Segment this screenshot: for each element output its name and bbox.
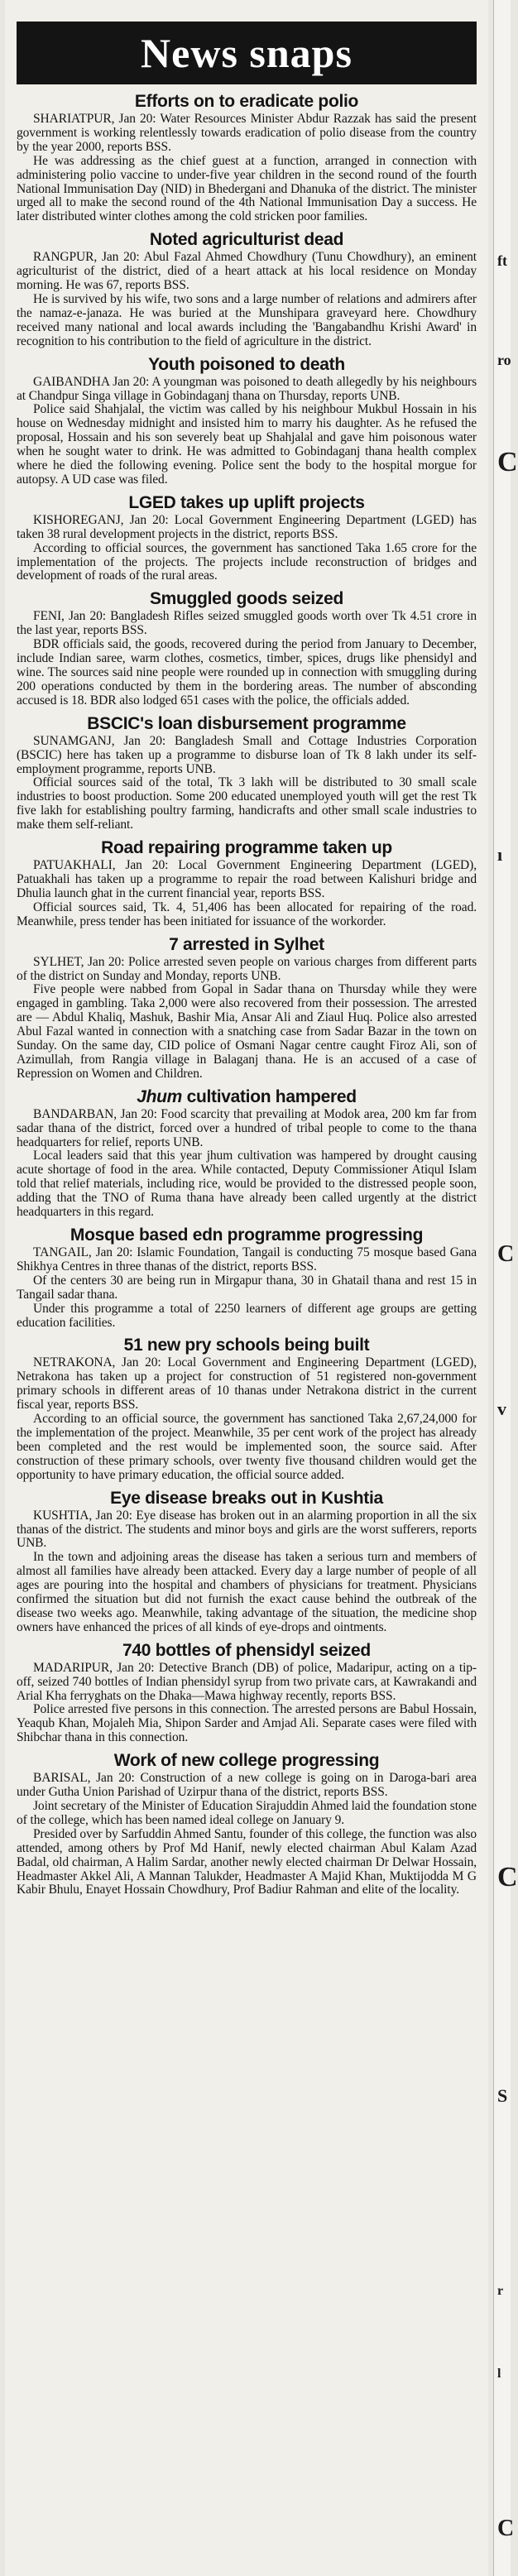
story-paragraph: Local leaders said that this year jhum cultivation was hampered by drought causing acute shortage of food in the area. While contacted, Deputy Commissioner Atiqul Islam told that relief materials, including rice, would be provided to the distressed people soon, adding that the TNO of Ruma thana have already been called urgently at the district headquarters in this regard.: [17, 1149, 477, 1220]
story-dateline-paragraph: SUNAMGANJ, Jan 20: Bangladesh Small and Cottage Industries Corporation (BSCIC) here has taken up a programme to disburse loan of Tk 8 lakh under its self-employment programme, reports UNB.: [17, 733, 477, 776]
headline-text: LGED takes up uplift projects: [128, 492, 365, 512]
news-story: [17, 934, 477, 1082]
story-paragraph: Official sources said of the total, Tk 3 lakh will be distributed to 30 small scale industries to boost production. Some 200 educated unemployed youth will get the rest Tk five lakh for establishing poultry farming, handicrafts and other small scale industries to make them self-reliant.: [17, 775, 477, 832]
story-headline: [17, 1488, 477, 1509]
story-headline: [17, 1640, 477, 1661]
edge-fragment: l: [497, 2367, 501, 2381]
edge-fragment: ı: [497, 844, 503, 865]
edge-fragment: C: [497, 447, 518, 477]
story-dateline-paragraph: RANGPUR, Jan 20: Abul Fazal Ahmed Chowdhury (Tunu Chowdhury), an eminent agriculturist of the district, died of a heart attack at his local residence on Monday morning. He was 67, reports BSS.: [17, 250, 477, 293]
story-dateline-paragraph: TANGAIL, Jan 20: Islamic Foundation, Tangail is conducting 75 mosque based Gana Shikhya Centres in three thanas of the district, reports BSS.: [17, 1245, 477, 1274]
story-dateline-paragraph: FENI, Jan 20: Bangladesh Rifles seized smuggled goods worth over Tk 4.51 crore in the last year, reports BSS.: [17, 609, 477, 638]
edge-fragment: C: [497, 1241, 515, 1267]
story-paragraph: BDR officials said, the goods, recovered during the period from January to December, include Indian saree, warm clothes, cosmetics, timber, spices, drugs like phensidyl and wine. The sources said nine people were rounded up in connection with smuggling during 200 operations conducted by them in the bordering areas. The number of absconding accused is 18. BDR also lodged 651 cases with the police, the officials added.: [17, 637, 477, 708]
news-story: [17, 229, 477, 348]
story-headline: [17, 1335, 477, 1355]
headline-italic-term: Jhum: [137, 1087, 183, 1106]
story-dateline-paragraph: BANDARBAN, Jan 20: Food scarcity that prevailing at Modok area, 200 km far from sadar thana of the district, forced over a hundred of tribal people to come to the thana headquarters for relief, reports UNB.: [17, 1106, 477, 1149]
story-paragraph: Five people were nabbed from Gopal in Sadar thana on Thursday while they were engaged in gambling. Taka 2,000 were also recovered from their possession. The arrested are — Abdul Khaliq, Mashuk, Bashir Mia, Ansar Ali and Ziaul Huq. Police also arrested Abul Fazal wanted in connection with a snatching case from Sadar Bazar in the town on Sunday. On the same day, CID police of Osmani Nagar centre caught Firoz Ali, son of Azimullah, from Rangia village in Balaganj thana. He is an accused of a case of Repression on Women and Children.: [17, 982, 477, 1081]
story-paragraph: Official sources said, Tk. 4, 51,406 has been allocated for repairing of the road. Meanwhile, press tender has been initiated for issuance of the workorder.: [17, 899, 477, 928]
story-paragraph: Police arrested five persons in this connection. The arrested persons are Babul Hossain, Yeaqub Khan, Mojaleh Mia, Shipon Sarder and Amjad Ali. Separate cases were filed with Shibchar thana in this connection.: [17, 1702, 477, 1745]
story-headline: [17, 492, 477, 513]
headline-text: Work of new college progressing: [113, 1751, 380, 1771]
headline-text: Youth poisoned to death: [148, 354, 345, 374]
story-dateline-paragraph: NETRAKONA, Jan 20: Local Government and Engineering Department (LGED), Netrakona has taken up a project for construction of 51 registered non-government primary schools in different areas of 10 thanas under Netrakona district in the current fiscal year, reports BSS.: [17, 1355, 477, 1413]
news-story: [17, 91, 477, 224]
story-headline: [17, 1087, 477, 1107]
story-headline: [17, 1225, 477, 1245]
headline-text: 740 bottles of phensidyl seized: [122, 1640, 371, 1660]
story-headline: [17, 229, 477, 250]
story-headline: [17, 588, 477, 609]
edge-fragment: C: [497, 2516, 515, 2541]
edge-fragment: S: [497, 2085, 508, 2106]
edge-fragment: v: [497, 1398, 506, 1419]
news-story: [17, 713, 477, 832]
headline-text: 7 arrested in Sylhet: [169, 934, 324, 954]
headline-text: Smuggled goods seized: [149, 589, 344, 609]
headline-text: Road repairing programme taken up: [101, 838, 392, 858]
story-paragraph: Police said Shahjalal, the victim was called by his neighbour Mukbul Hossain in his house on Wednesday midnight and insisted him to marry his daughter. As he refused the proposal, Hossain and his son severely beat up Shahjalal and gave him poisonous water when he sought water to drink. He was admitted to Gobindaganj thana health complex where he died the following evening. Police sent the body to the hospital morgue for autopsy. A UD case was filed.: [17, 402, 477, 487]
story-headline: [17, 1750, 477, 1771]
story-dateline-paragraph: KISHOREGANJ, Jan 20: Local Government Engineering Department (LGED) has taken 38 rural development projects in the district, reports BSS.: [17, 512, 477, 541]
story-paragraph: In the town and adjoining areas the disease has taken a serious turn and members of almost all families have already been attacked. Every day a large number of people of all ages are pouring into the hospital and chambers of physicians for treatment. Physicians confirmed the situation but did not furnish the exact cause behind the outbreak of the disease two weeks ago. Meanwhile, taking advantage of the situation, the medicine shop owners have enhanced the prices of all kinds of eye-drops and ointments.: [17, 1550, 477, 1634]
news-story: [17, 1640, 477, 1745]
headline-text: Noted agriculturist dead: [149, 230, 344, 250]
story-headline: [17, 354, 477, 375]
story-dateline-paragraph: GAIBANDHA Jan 20: A youngman was poisoned to death allegedly by his neighbours at Chandpur Singa village in Gobindaganj thana on Thursday, reports UNB.: [17, 374, 477, 403]
banner-title: News snaps: [17, 22, 477, 84]
news-column: [5, 0, 488, 2576]
story-paragraph: Presided over by Sarfuddin Ahmed Santu, founder of this college, the function was also attended, among others by Prof Md Hanif, newly elected chairman Abul Kalam Azad Badal, old chairman, A Halim Sardar, another newly elected chairman Dr Delwar Hossain, Headmaster Akkel Ali, A Mannan Talukder, Headmaster A Majid Khan, Muktijodda M G Kabir Bhulu, Enayet Hossain Chowdhury, Prof Badiur Rahman and elite of the locality.: [17, 1826, 477, 1897]
story-dateline-paragraph: SHARIATPUR, Jan 20: Water Resources Minister Abdur Razzak has said the present government is working relentlessly towards eradication of polio disease from the country by the year 2000, reports BSS.: [17, 112, 477, 154]
story-headline: [17, 713, 477, 734]
edge-fragment: ft: [497, 252, 507, 269]
story-paragraph: According to an official source, the government has sanctioned Taka 2,67,24,000 for the implementation of the project. Meanwhile, 35 per cent work of the project has already been completed and the rest would be implemented soon, the source said. After construction of these primary schools, over twenty five thousand children would get the opportunity to have primary education, the official source added.: [17, 1412, 477, 1482]
news-story: [17, 1335, 477, 1482]
story-headline: [17, 91, 477, 112]
story-headline: [17, 934, 477, 955]
edge-fragment: ro: [497, 352, 511, 368]
news-story: [17, 1225, 477, 1330]
news-story: [17, 1750, 477, 1897]
news-story: [17, 1087, 477, 1220]
news-story: [17, 492, 477, 584]
adjacent-column-edge: [493, 0, 518, 2576]
headline-text: Efforts on to eradicate polio: [134, 92, 359, 111]
story-headline: [17, 837, 477, 858]
story-dateline-paragraph: BARISAL, Jan 20: Construction of a new college is going on in Daroga-bari area under Gutha Union Parishad of Uzirpur thana of the district, reports BSS.: [17, 1771, 477, 1800]
headline-text: Mosque based edn programme progressing: [70, 1226, 424, 1245]
story-dateline-paragraph: MADARIPUR, Jan 20: Detective Branch (DB) of police, Madaripur, acting on a tip-off, seized 740 bottles of Indian phensidyl syrup from two private cars, at Kawrakandi and Arial Kha ferryghats on the Dhaka—Mawa highway recently, reports BSS.: [17, 1660, 477, 1703]
story-dateline-paragraph: SYLHET, Jan 20: Police arrested seven people on various charges from different parts of the district on Sunday and Monday, reports UNB.: [17, 954, 477, 983]
story-paragraph: Under this programme a total of 2250 learners of different age groups are getting education facilities.: [17, 1301, 477, 1330]
headline-text: Eye disease breaks out in Kushtia: [110, 1488, 383, 1508]
headline-text: BSCIC's loan disbursement programme: [87, 713, 406, 733]
edge-fragment: C: [497, 1862, 518, 1892]
stories-container: [17, 91, 477, 1897]
news-story: [17, 837, 477, 929]
news-story: [17, 1488, 477, 1635]
story-paragraph: Joint secretary of the Minister of Education Sirajuddin Ahmed laid the foundation stone of the college, which has been named ideal college on January 9.: [17, 1799, 477, 1827]
headline-text: 51 new pry schools being built: [123, 1336, 370, 1355]
story-dateline-paragraph: PATUAKHALI, Jan 20: Local Government Engineering Department (LGED), Patuakhali has taken up a programme to repair the road between Kalishuri bridge and Dhulia launch ghat in the current financial year, reports BSS.: [17, 858, 477, 900]
story-dateline-paragraph: KUSHTIA, Jan 20: Eye disease has broken out in an alarming proportion in all the six thanas of the district. The students and minor boys and girls are the worst sufferers, reports UNB.: [17, 1508, 477, 1551]
edge-fragment: r: [497, 2284, 504, 2298]
news-story: [17, 588, 477, 708]
headline-text: cultivation hampered: [182, 1087, 357, 1106]
story-paragraph: He is survived by his wife, two sons and a large number of relations and admirers after the namaz-e-janaza. He was buried at the Munshipara graveyard here. Chowdhury received many national and local awards including the 'Bangabandhu Krishi Award' in recognition to his contribution to the field of agriculture in the district.: [17, 291, 477, 348]
news-story: [17, 354, 477, 487]
story-paragraph: Of the centers 30 are being run in Mirgapur thana, 30 in Ghatail thana and rest 15 in Tangail sadar thana.: [17, 1273, 477, 1302]
story-paragraph: He was addressing as the chief guest at a function, arranged in connection with administering polio vaccine to under-five year children in the second round of the fourth National Immunisation Day (NID) in Bhedergani and Dhanuka of the district. The minister urged all to make the second round of the 4th National Immunisation Day a success. He later distributed winter clothes among the cold stricken poor families.: [17, 153, 477, 224]
story-paragraph: According to official sources, the government has sanctioned Taka 1.65 crore for the implementation of the projects. The projects include reconstruction of bridges and development of roads of the rural areas.: [17, 540, 477, 583]
